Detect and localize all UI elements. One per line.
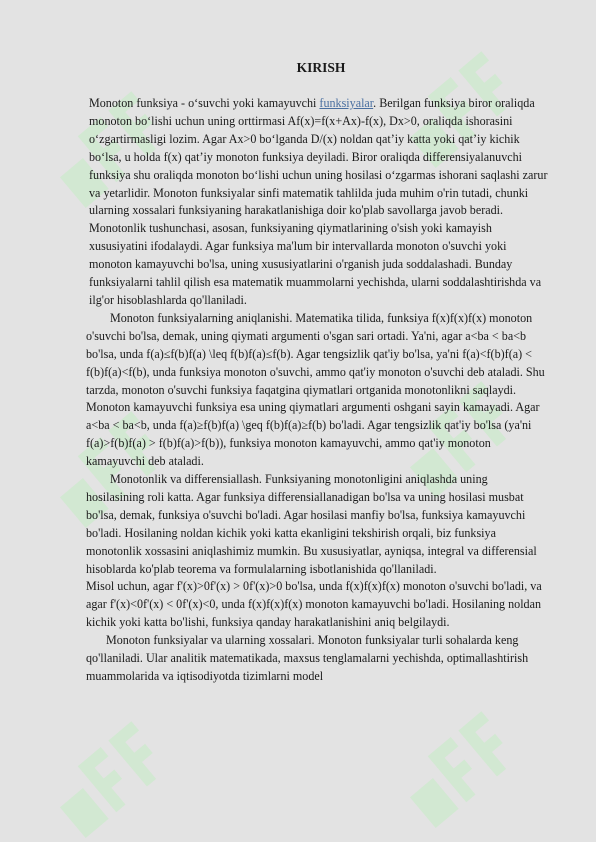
watermark-mark xyxy=(47,721,170,838)
paragraph-intro xyxy=(86,95,548,310)
intro-text-start: Monoton funksiya - oʻsuvchi yoki kamayuvchi xyxy=(89,96,320,110)
funksiyalar-link[interactable]: funksiyalar xyxy=(319,96,374,110)
paragraph-definition: Monoton funksiyalarning aniqlanishi. Matematika tilida, funksiya f(x)f(x)f(x) monoton o'suvchi bo'lsa, demak, uning qiymati argumenti o'sgan sari ortadi. Ya'ni, agar a<ba < ba<b bo'lsa, unda f(a)≤f(b)f(a) \leq f(b)f(a)≤f(b). Agar tengsizlik qat'iy bo'lsa, ya'ni f(a)<f(b)f(a) < f(b)f(a)<f(b), unda funksiya monoton o'suvchi, ammo qat'iy monoton o'suvchi deb ataladi. Shu tarzda, monoton o'suvchi funksiya faqatgina qiymatlari ortganida monotonlikni saqlaydi. Monoton kamayuvchi funksiya esa uning qiymatlari argumenti oshgani sayin kamayadi. Agar a<ba < ba<b, unda f(a)≥f(b)f(a) \geq f(b)f(a)≥f(b) bo'ladi. Agar tengsizlik qat'iy bo'lsa (ya'ni f(a)>f(b)f(a) > f(b)f(a)>f(b)), funksiya monoton kamayuvchi, ammo qat'iy monoton kamayuvchi deb ataladi. xyxy=(86,310,545,469)
watermark-shape xyxy=(60,788,109,838)
intro-text-end: . Berilgan funksiya biror oraliqda monoton boʻlishi uchun uning orttirmasi Af(x)=f(x+Ax)-f(x), Dx>0, oraliqda ishorasini oʻzgartirmasligi lozim. Agar Ax>0 boʻlganda D/(x) noldan qatʼiy katta yoki qatʼiy kichik boʻlsa, u holda f(x) qatʼiy monoton funksiya deyiladi. Biror oraliqda differensiyalanuvchi funksiya shu oraliqda monoton boʻlishi uchun uning hosilasi oʻzgarmas ishorani saqlashi zarur va yetarlidir. Monoton funksiyalar sinfi matematik tahlilda juda muhim o'rin tutadi, chunki ularning xossalari funksiyaning harakatlanishiga doir ko'plab savollarga javob beradi. Monotonlik tushunchasi, asosan, funksiyaning qiymatlarining o'sish yoki kamayish xususiyatini ifodalaydi. Agar funksiya ma'lum bir intervallarda monoton o'suvchi yoki monoton kamayuvchi bo'lsa, uning xususiyatlarini o'rganish juda soddalashadi. Bunday funksiyalarni tahlil qilish esa matematik muammolarni yechishda, ularni soddalashtirishda va ilg'or hisoblashlarda qo'llaniladi. xyxy=(89,96,548,307)
paragraph-differentiation: Monotonlik va differensiallash. Funksiyaning monotonligini aniqlashda uning hosilasining roli katta. Agar funksiya differensiallanadigan bo'lsa va uning hosilasi musbat bo'lsa, demak, funksiya o'suvchi bo'ladi. Agar hosilasi manfiy bo'lsa, funksiya kamayuvchi bo'ladi. Hosilaning noldan kichik yoki katta ekanligini tekshirish orqali, biz funksiya monotonlik xossasini aniqlashimiz mumkin. Bu xususiyatlar, ayniqsa, integral va differensial hisoblarda ko'plab teorema va formulalarning isbotlanishida qo'llaniladi. xyxy=(86,472,537,576)
document-title: KIRISH xyxy=(296,60,346,75)
paragraph-properties: Monoton funksiyalar va ularning xossalari. Monoton funksiyalar turli sohalarda keng qo'llaniladi. Ular analitik matematikada, maxsus tenglamalarni yechishda, optimallashtirish muammolarida va iqtisodiyotda tizimlarni model xyxy=(86,633,529,683)
watermark-shape xyxy=(410,778,459,828)
document-body xyxy=(86,59,548,686)
watermark-mark xyxy=(397,711,520,828)
paragraph-example: Misol uchun, agar f'(x)>0f'(x) > 0f'(x)>0 bo'lsa, unda f(x)f(x)f(x) monoton o'suvchi bo'ladi, va agar f'(x)<0f'(x) < 0f'(x)<0, unda f(x)f(x)f(x) monoton kamayuvchi bo'ladi. Hosilaning noldan kichik yoki katta bo'lishi, funksiya qanday harakatlanishini aniq belgilaydi. xyxy=(86,579,542,630)
